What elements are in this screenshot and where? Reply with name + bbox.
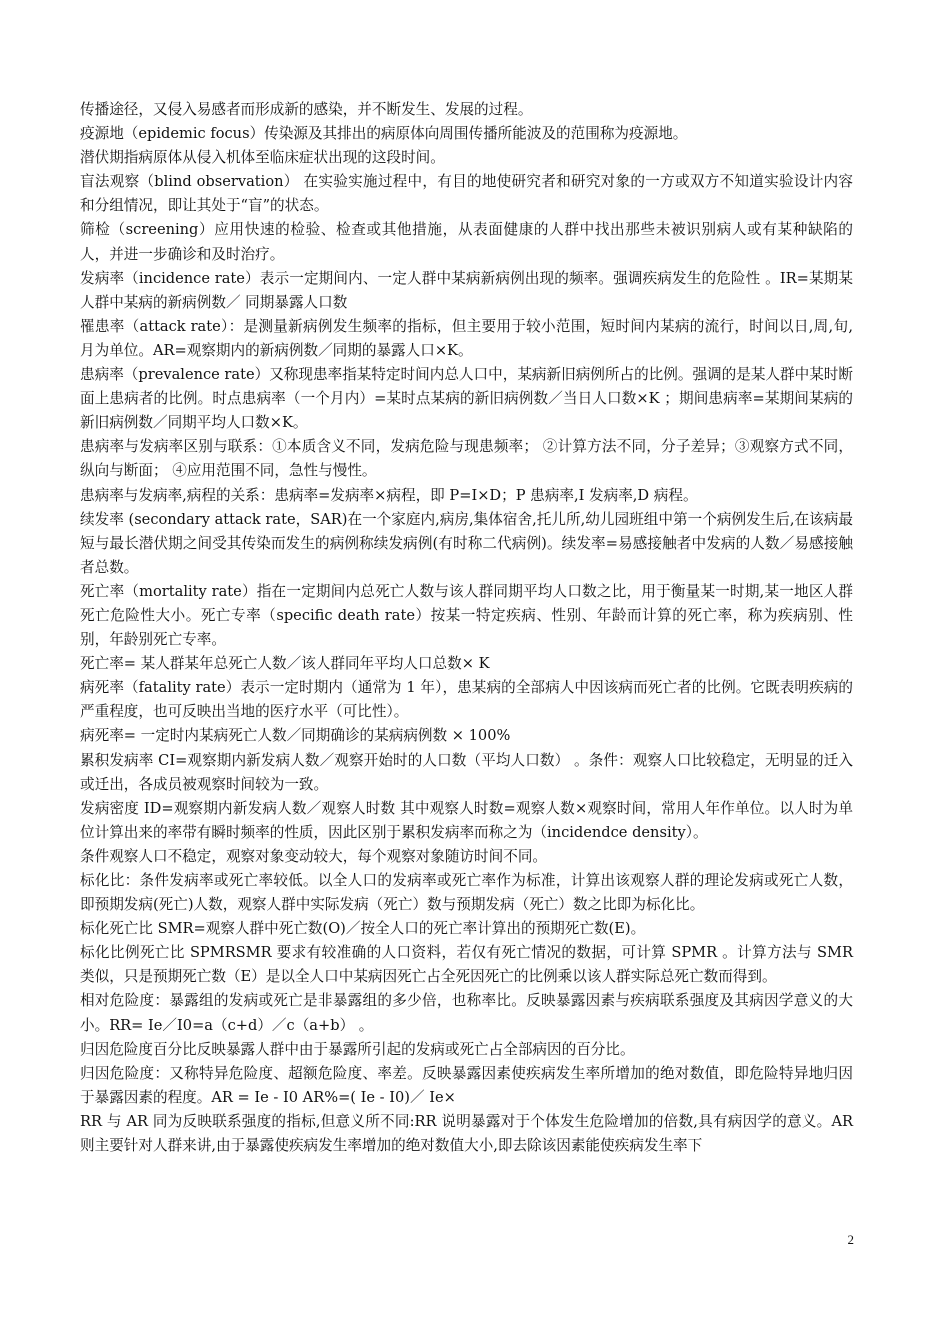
paragraph-prevalence-rate: 患病率（prevalence rate）又称现患率指某特定时间内总人口中，某病新旧病例所占的比例。强调的是某人群中某时断面上患病者的比例。时点患病率（一个月内）=某时点某病的新旧病例数／当日人口数×K ；期间患病率=某期间某病的新旧病例数／同期平均人口数×K。: [80, 366, 853, 432]
paragraph-attributable-risk-percent: 归因危险度百分比反映暴露人群中由于暴露所引起的发病或死亡占全部病因的百分比。: [80, 1040, 635, 1058]
paragraph-epidemic-focus: 疫源地（epidemic focus）传染源及其排出的病原体向周围传播所能波及的范围称为疫源地。: [80, 125, 688, 143]
paragraph-mortality-formula: 死亡率= 某人群某年总死亡人数／该人群同年平均人口总数× K: [80, 655, 490, 673]
paragraph-screening: 筛检（screening）应用快速的检验、检查或其他措施，从表面健康的人群中找出那些未被识别病人或有某种缺陷的人，并进一步确诊和及时治疗。: [80, 221, 853, 263]
paragraph-mortality-rate: 死亡率（mortality rate）指在一定期间内总死亡人数与该人群同期平均人口数之比，用于衡量某一时期,某一地区人群死亡危险性大小。死亡专率（specific death rate）按某一特定疾病、性别、年龄而计算的死亡率，称为疾病别、性别，年龄别死亡专率。: [80, 582, 853, 649]
paragraph-incidence-rate: 发病率（incidence rate）表示一定期间内、一定人群中某病新病例出现的频率。强调疾病发生的危险性 。IR=某期某人群中某病的新病例数／ 同期暴露人口数: [80, 269, 853, 311]
paragraph-incidence-density: 发病密度 ID=观察期内新发病人数／观察人时数 其中观察人时数=观察人数×观察时间，常用人年作单位。以人时为单位计算出来的率带有瞬时频率的性质，因此区别于累积发病率而称之为（incidendce density）。: [80, 799, 853, 841]
paragraph-standardized-ratio: 标化比：条件发病率或死亡率较低。以全人口的发病率或死亡率作为标准，计算出该观察人群的理论发病或死亡人数，即预期发病(死亡)人数，观察人群中实际发病（死亡）数与预期发病（死亡）数之比即为标化比。: [80, 872, 853, 914]
paragraph-smr: 标化死亡比 SMR=观察人群中死亡数(O)／按全人口的死亡率计算出的预期死亡数(E)。: [80, 920, 646, 938]
paragraph-attack-rate: 罹患率（attack rate）：是测量新病例发生频率的指标，但主要用于较小范围，短时间内某病的流行，时间以日,周,旬,月为单位。AR=观察期内的新病例数／同期的暴露人口×K。: [80, 317, 853, 359]
paragraph-conditions: 条件观察人口不稳定，观察对象变动较大，每个观察对象随访时间不同。: [80, 847, 548, 865]
paragraph-fatality-rate: 病死率（fatality rate）表示一定时期内（通常为 1 年），患某病的全部病人中因该病而死亡者的比例。它既表明疾病的严重程度，也可反映出当地的医疗水平（可比性）。: [80, 679, 853, 721]
paragraph-blind-observation: 盲法观察（blind observation） 在实验实施过程中，有目的地使研究者和研究对象的一方或双方不知道实验设计内容和分组情况，即让其处于“盲”的状态。: [80, 173, 853, 215]
paragraph-spmr: 标化比例死亡比 SPMRSMR 要求有较准确的人口资料，若仅有死亡情况的数据，可计算 SPMR 。计算方法与 SMR 类似，只是预期死亡数（E）是以全人口中某病因死亡占全死因死亡的比例乘以该人群实际总死亡数而得到。: [80, 944, 853, 986]
page-number: 2: [847, 1232, 854, 1247]
paragraph-cumulative-incidence: 累积发病率 CI=观察期内新发病人数／观察开始时的人口数（平均人口数） 。条件：观察人口比较稳定，无明显的迁入或迁出，各成员被观察时间较为一致。: [80, 751, 853, 793]
paragraph-rr-vs-ar: RR 与 AR 同为反映联系强度的指标,但意义所不同:RR 说明暴露对于个体发生危险增加的倍数,具有病因学的意义。AR 则主要针对人群来讲,由于暴露使疾病发生率增加的绝对数值大小,即去除该因素能使疾病发生率下: [80, 1112, 853, 1155]
paragraph-prevalence-relation: 患病率与发病率,病程的关系：患病率=发病率×病程，即 P=I×D；P 患病率,I 发病率,D 病程。: [80, 486, 698, 504]
paragraph-transmission: 传播途径，又侵入易感者而形成新的感染，并不断发生、发展的过程。: [80, 101, 533, 118]
paragraph-prevalence-vs-incidence: 患病率与发病率区别与联系：①本质含义不同，发病危险与现患频率； ②计算方法不同，分子差异；③观察方式不同，纵向与断面； ④应用范围不同，急性与慢性。: [80, 438, 853, 480]
paragraph-fatality-formula: 病死率= 一定时内某病死亡人数／同期确诊的某病病例数 × 100%: [80, 727, 511, 745]
paragraph-relative-risk: 相对危险度：暴露组的发病或死亡是非暴露组的多少倍，也称率比。反映暴露因素与疾病联系强度及其病因学意义的大小。RR= Ie／I0=a（c+d）／c（a+b） 。: [80, 992, 853, 1034]
paragraph-secondary-attack-rate: 续发率 (secondary attack rate，SAR)在一个家庭内,病房,集体宿舍,托儿所,幼儿园班组中第一个病例发生后,在该病最短与最长潜伏期之间受其传染而发生的病例称续发病例(有时称二代病例)。续发率=易感接触者中发病的人数／易感接触者总数。: [80, 510, 853, 576]
document-body: [80, 98, 853, 1158]
paragraph-attributable-risk: 归因危险度：又称特异危险度、超额危险度、率差。反映暴露因素使疾病发生率所增加的绝对数值，即危险特异地归因于暴露因素的程度。AR = Ie - I0 AR%=( Ie - I0)／ Ie×: [80, 1064, 853, 1106]
paragraph-incubation: 潜伏期指病原体从侵入机体至临床症状出现的这段时间。: [80, 149, 445, 167]
